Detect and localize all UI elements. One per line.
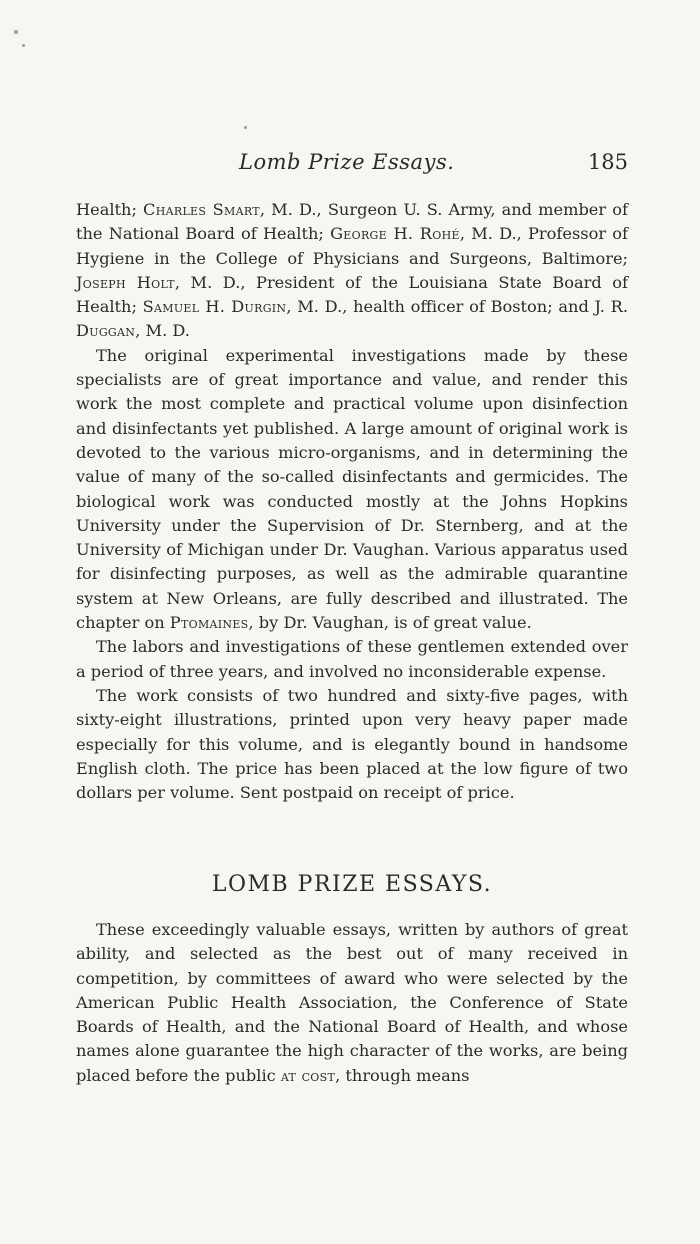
paragraph-lomb-essays: These exceedingly valuable essays, written by authors of great ability, and selected as the best out of many received in competition, by committees of award who were selected by the American Public Health Association, the Conference of State Boards of Health, and the National Board of Health, and whose names alone guarantee the high character of the works, are being placed before the public at cost, through means xyxy=(76,920,628,1085)
author-name: George H. Rohé xyxy=(330,224,460,244)
section-heading: LOMB PRIZE ESSAYS. xyxy=(211,872,493,897)
page-header xyxy=(76,146,632,182)
running-title: Lomb Prize Essays. xyxy=(239,150,455,174)
paragraph-investigations: The original experimental investigations made by these specialists are of great importance and value, and render this work the most complete and practical volume upon disinfection and disinfectants yet published. A large amount of original work is devoted to the various micro-organisms, and in determining the value of many of the so-called disinfectants and germicides. The biological work was conducted mostly at the Johns Hopkins University under the Supervision of Dr. Sternberg, and at the University of Michigan under Dr. Vaughan. Various apparatus used for disinfecting purposes, as well as the admirable quarantine system at New Orleans, are fully described and illustrated. The chapter on Ptomaines, by Dr. Vaughan, is of great value. xyxy=(76,345,628,633)
body-text xyxy=(76,198,628,805)
paragraph-contributors: Health; Charles Smart, M. D., Surgeon U. S. Army, and member of the National Board of Health; George H. Rohé, M. D., Professor of Hygiene in the College of Physicians and Surgeons, Baltimore; Joseph Holt, M. D., President of the Louisiana State Board of Health; Samuel H. Durgin, M. D., health officer of Boston; and J. R. Duggan, M. D. xyxy=(76,200,629,341)
paragraph-labors: The labors and investigations of these gentlemen extended over a period of three years, and involved no inconsiderable expense. xyxy=(76,637,628,681)
page-number: 185 xyxy=(587,150,628,174)
margin-speck xyxy=(244,126,247,129)
margin-speck xyxy=(22,44,25,47)
margin-speck xyxy=(14,30,18,34)
ptomaines-term: Ptomaines xyxy=(169,613,249,633)
section-body xyxy=(76,918,628,1088)
author-name: Samuel H. Durgin xyxy=(142,297,287,317)
at-cost-term: at cost xyxy=(280,1065,336,1085)
paragraph-work-description: The work consists of two hundred and sixty-five pages, with sixty-eight illustrations, printed upon very heavy paper made especially for this volume, and is elegantly bound in handsome English cloth. The price has been placed at the low figure of two dollars per volume. Sent postpaid on receipt of price. xyxy=(76,685,628,803)
author-name: Charles Smart xyxy=(143,200,260,219)
author-name: Joseph Holt xyxy=(76,272,175,292)
author-name: Duggan xyxy=(76,321,136,341)
